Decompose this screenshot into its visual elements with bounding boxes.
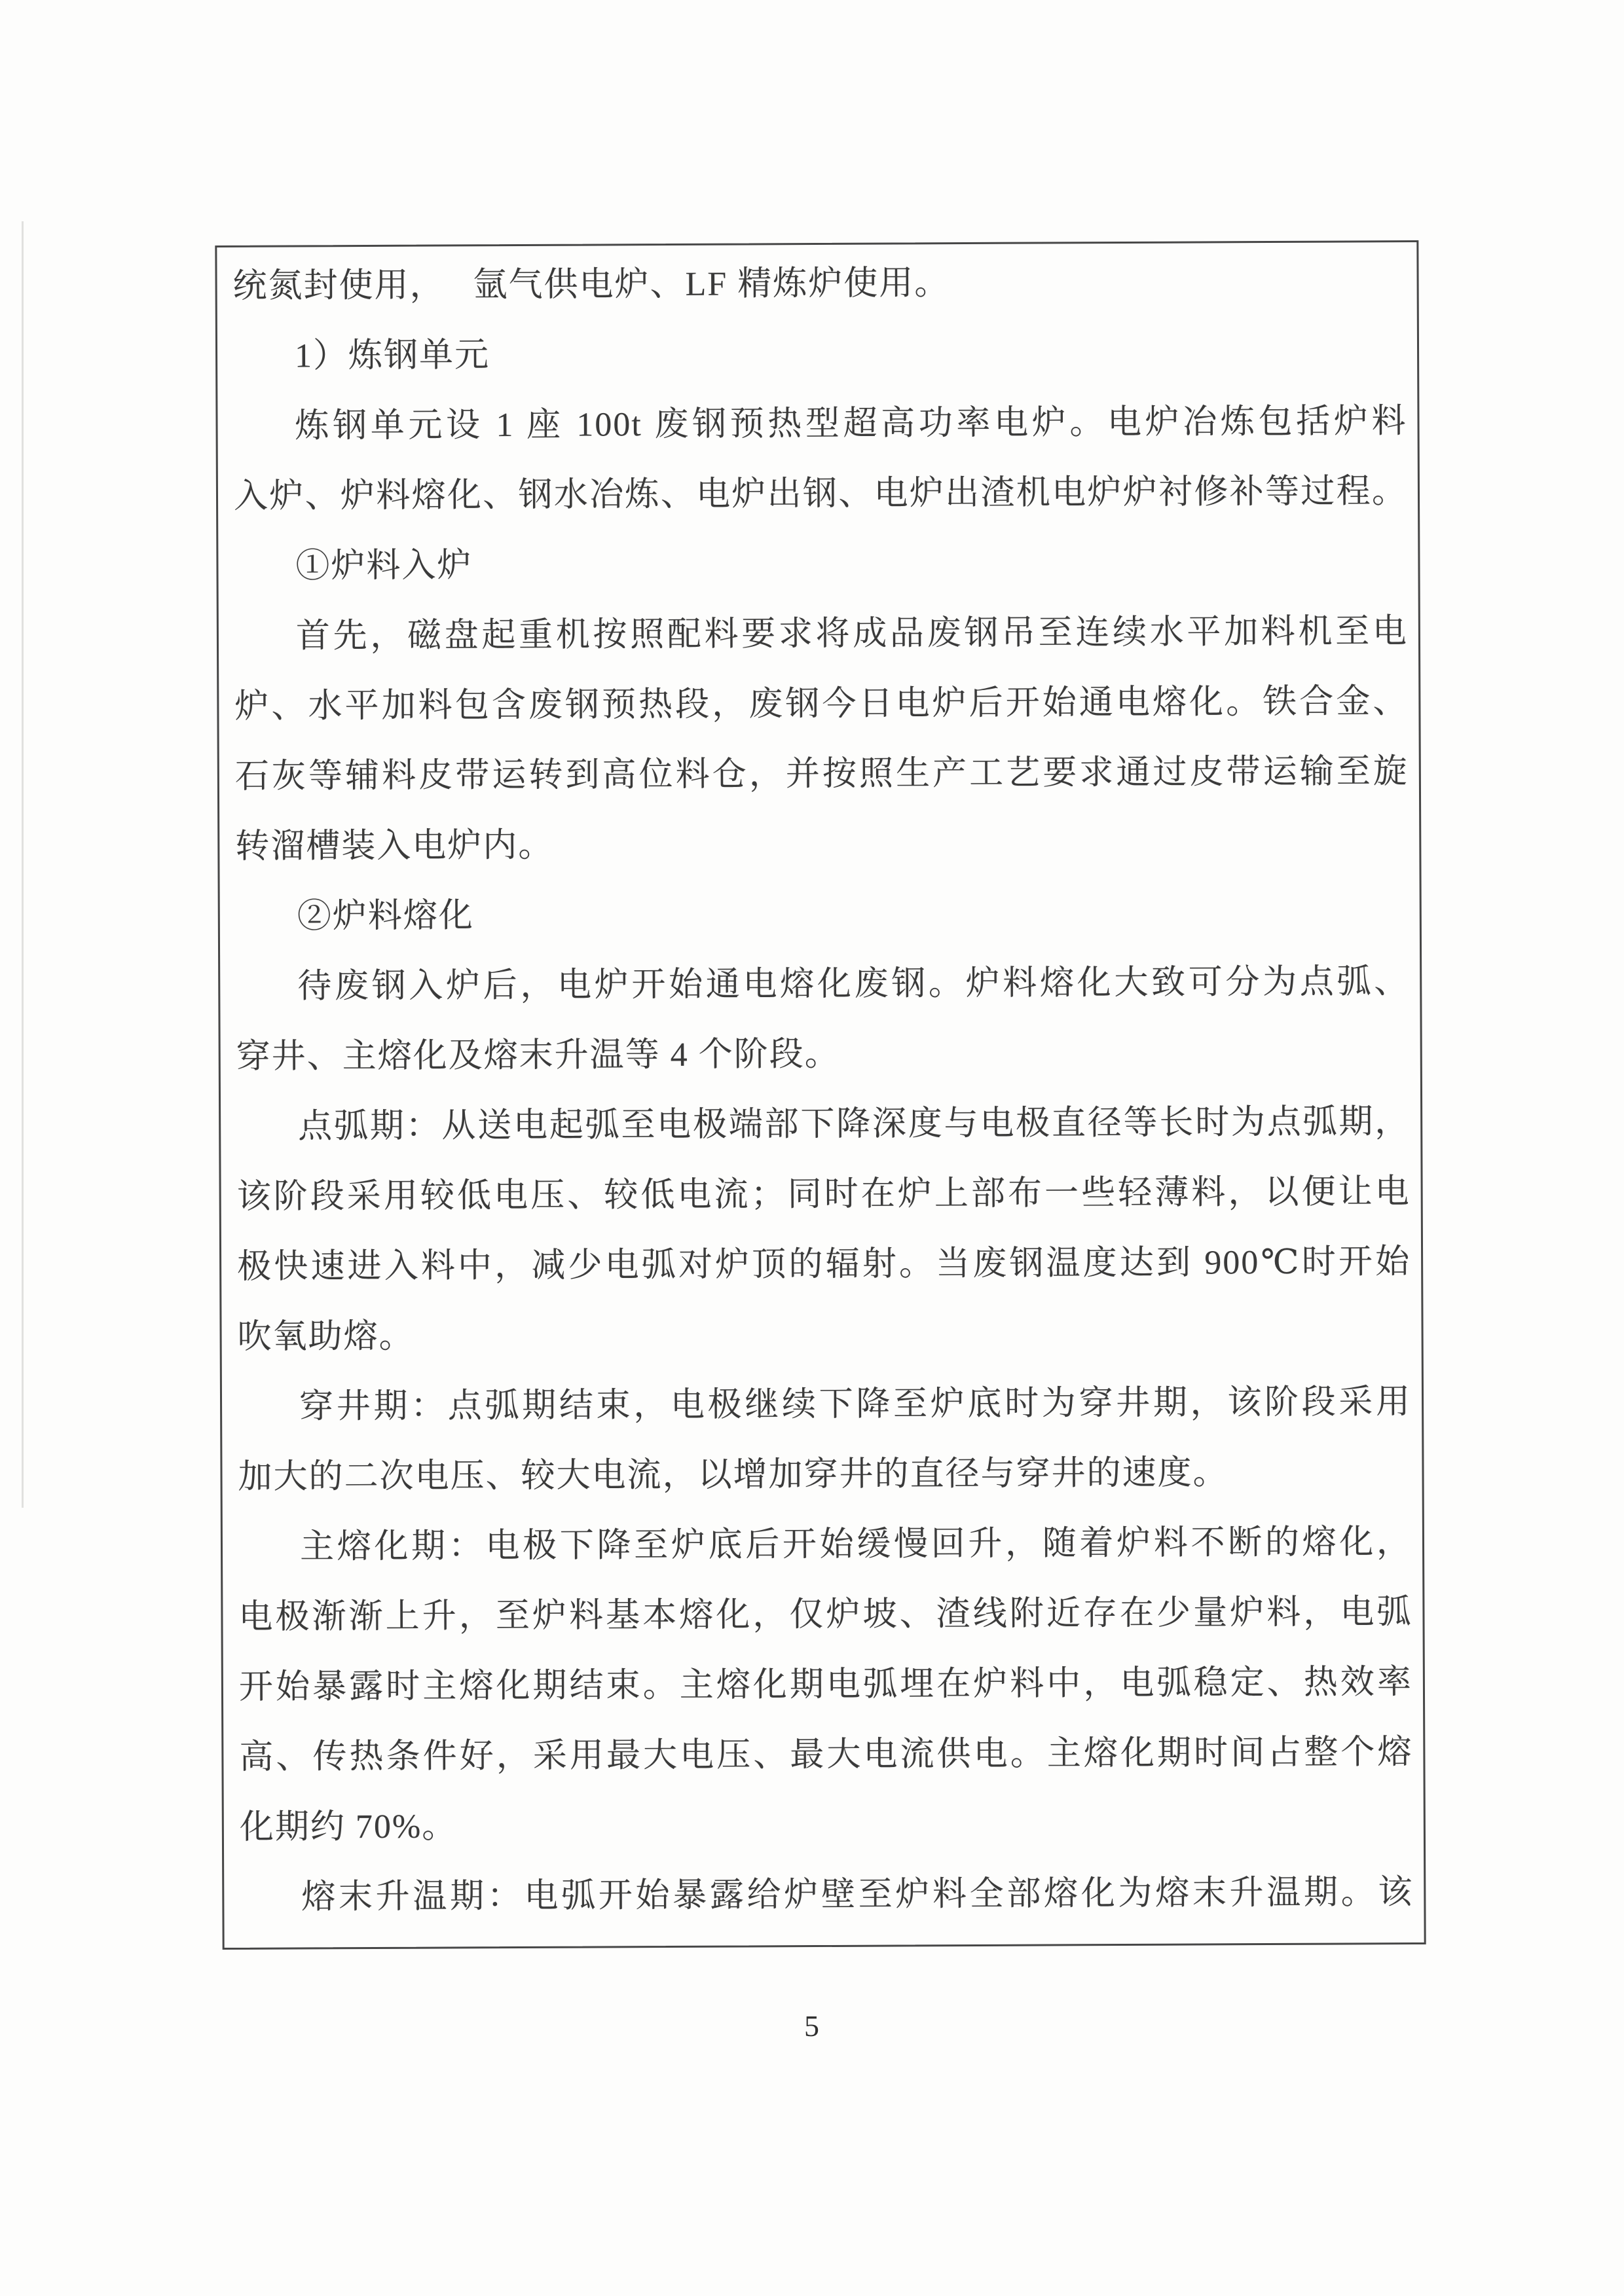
text-line: 入炉、炉料熔化、钢水冶炼、电炉出钢、电炉出渣机电炉炉衬修补等过程。 xyxy=(233,473,1408,515)
table-cell-border xyxy=(215,240,1426,1950)
text-line: 开始暴露时主熔化期结束。主熔化期电弧埋在炉料中，电弧稳定、热效率 xyxy=(238,1664,1413,1706)
text-line: 化期约 70%。 xyxy=(239,1808,458,1846)
text-line: 转溜槽装入电炉内。 xyxy=(235,826,554,866)
text-line: 加大的二次电压、较大电流，以增加穿井的直径与穿井的速度。 xyxy=(238,1454,1228,1496)
text-line: ②炉料熔化 xyxy=(297,897,474,936)
text-line: 极快速进入料中，减少电弧对炉顶的辐射。当废钢温度达到 900℃时开始 xyxy=(237,1243,1411,1286)
text-line: 炉、水平加料包含废钢预热段，废钢今日电炉后开始通电熔化。铁合金、 xyxy=(234,683,1409,725)
text-line: 吹氧助熔。 xyxy=(237,1317,415,1356)
text-line: 该阶段采用较低电压、较低电流；同时在炉上部布一些轻薄料，以便让电 xyxy=(236,1173,1411,1216)
text-line: 石灰等辅料皮带运转到高位料仓，并按照生产工艺要求通过皮带运输至旋 xyxy=(234,753,1409,795)
text-line: 待废钢入炉后，电炉开始通电熔化废钢。炉料熔化大致可分为点弧、 xyxy=(297,963,1410,1006)
text-line: 穿井期：点弧期结束，电极继续下降至炉底时为穿井期，该阶段采用 xyxy=(299,1383,1412,1426)
text-line: 首先，磁盘起重机按照配料要求将成品废钢吊至连续水平加料机至电 xyxy=(295,613,1409,655)
text-line: 1）炼钢单元 xyxy=(294,337,490,375)
text-line: 穿井、主熔化及熔末升温等 4 个阶段。 xyxy=(236,1035,840,1076)
text-line: ①炉料入炉 xyxy=(295,547,473,585)
scan-artifact-line xyxy=(22,221,24,1508)
text-line: 电极渐渐上升，至炉料基本熔化，仅炉坡、渣线附近存在少量炉料，电弧 xyxy=(238,1594,1412,1636)
text-line: 统氮封使用， 氩气供电炉、LF 精炼炉使用。 xyxy=(232,264,950,305)
page-number: 5 xyxy=(804,2009,820,2043)
text-line: 主熔化期：电极下降至炉底后开始缓慢回升，随着炉料不断的熔化， xyxy=(299,1523,1412,1566)
text-line: 炼钢单元设 1 座 100t 废钢预热型超高功率电炉。电炉冶炼包括炉料 xyxy=(295,403,1407,445)
text-line: 点弧期：从送电起弧至电极端部下降深度与电极直径等长时为点弧期， xyxy=(298,1103,1411,1146)
body-text xyxy=(232,246,1413,1933)
text-line: 熔末升温期：电弧开始暴露给炉壁至炉料全部熔化为熔末升温期。该 xyxy=(301,1874,1414,1916)
text-line: 高、传热条件好，采用最大电压、最大电流供电。主熔化期时间占整个熔 xyxy=(239,1734,1413,1776)
